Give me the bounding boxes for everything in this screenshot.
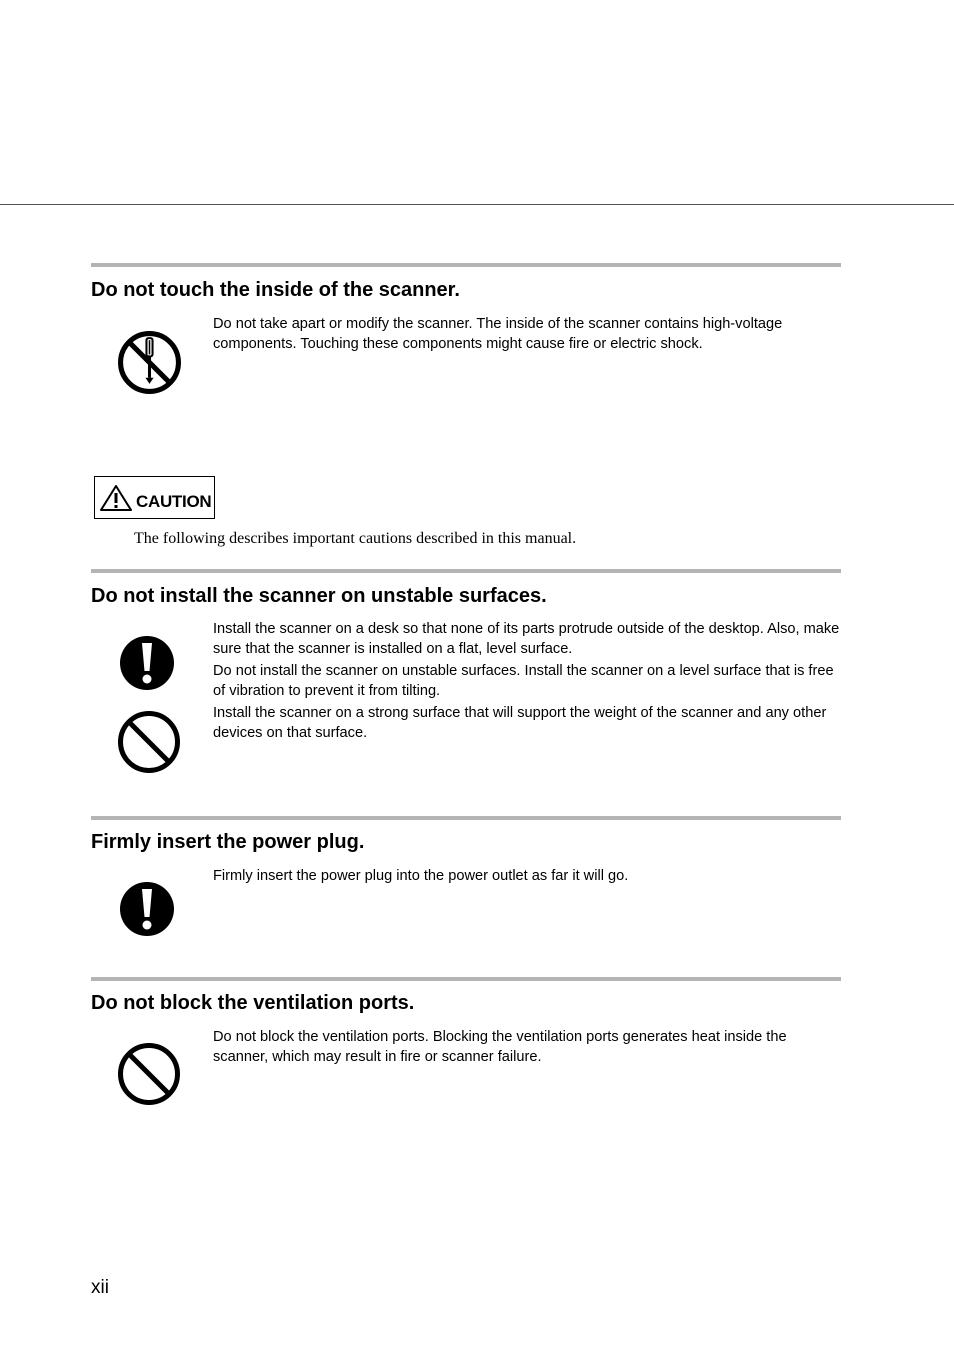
caution-label-box (94, 476, 215, 519)
section-heading: Firmly insert the power plug. (91, 831, 365, 853)
section-divider (91, 263, 841, 267)
paragraph: Do not block the ventilation ports. Blocking the ventilation ports generates heat inside the scanner, which may result in fire or scanner failure. (213, 1029, 787, 1065)
paragraph: Install the scanner on a strong surface that will support the weight of the scanner and any other devices on that surface. (213, 705, 827, 741)
no-disassembly-icon (117, 330, 182, 400)
section-divider (91, 816, 841, 820)
section-body (213, 1028, 843, 1067)
section-body (213, 867, 843, 887)
prohibition-icon (117, 1042, 181, 1111)
section-divider (91, 977, 841, 981)
section-heading: Do not install the scanner on unstable surfaces. (91, 585, 547, 607)
section-body (213, 315, 843, 354)
paragraph: Do not install the scanner on unstable surfaces. Install the scanner on a level surface that is free of vibration to prevent it from tilting. (213, 663, 834, 699)
paragraph: Install the scanner on a desk so that none of its parts protrude outside of the desktop. Also, make sure that the scanner is installed on a flat, level surface. (213, 621, 840, 657)
prohibition-icon (117, 710, 181, 779)
page-number: xii (91, 1277, 109, 1298)
warning-triangle-icon (99, 484, 133, 517)
mandatory-exclamation-icon (119, 881, 175, 942)
section-heading: Do not touch the inside of the scanner. (91, 279, 460, 301)
section-body (213, 620, 843, 743)
paragraph: Do not take apart or modify the scanner. The inside of the scanner contains high-voltage components. Touching these components might cause fire or electric shock. (213, 316, 783, 352)
paragraph: Firmly insert the power plug into the power outlet as far it will go. (213, 868, 629, 884)
mandatory-exclamation-icon (119, 635, 175, 696)
section-heading: Do not block the ventilation ports. (91, 992, 415, 1014)
caution-label: CAUTION (136, 492, 212, 511)
caution-description: The following describes important cautions described in this manual. (134, 530, 577, 547)
header-rule (0, 204, 954, 205)
section-divider (91, 569, 841, 573)
